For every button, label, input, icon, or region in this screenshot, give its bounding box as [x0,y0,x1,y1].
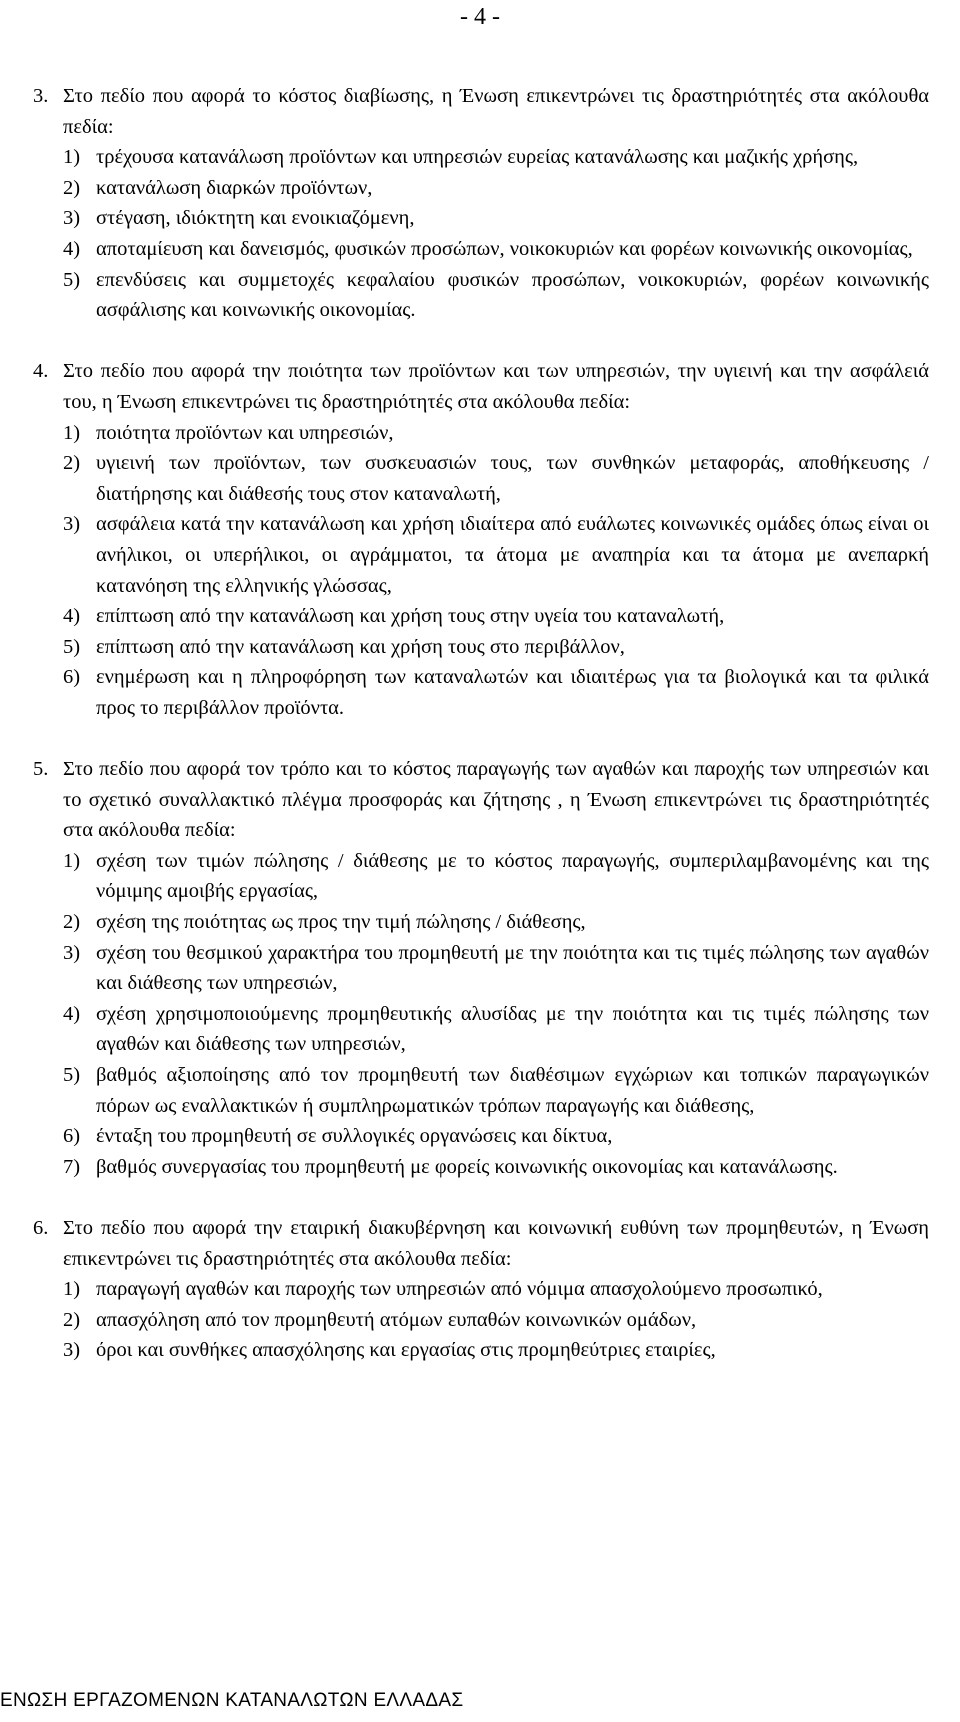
item-number: 3) [63,941,81,964]
item-text: επίπτωση από την κατανάλωση και χρήση τους στο περιβάλλον, [96,635,625,658]
item-text: σχέση της ποιότητας ως προς την τιμή πώλησης / διάθεσης, [96,911,586,934]
item-text: σχέση χρησιμοποιούμενης προμηθευτικής αλυσίδας με την ποιότητα και τις τιμές πώλησης των αγαθών και διάθεσης των υπηρεσιών, [96,1002,929,1056]
item-number: 5) [63,268,81,291]
item-text: σχέση των τιμών πώλησης / διάθεσης με το κόστος παραγωγής, συμπεριλαμβανομένης και της νόμιμης αμοιβής εργασίας, [96,849,929,903]
item-number: 5) [63,635,81,658]
item-number: 2) [63,911,81,934]
list-item [63,1335,929,1366]
item-text: βαθμός συνεργασίας του προμηθευτή με φορείς κοινωνικής οικονομίας και κατανάλωσης. [96,1155,838,1178]
item-text: σχέση του θεσμικού χαρακτήρα του προμηθευτή με την ποιότητα και τις τιμές πώλησης των αγαθών και διάθεσης των υπηρεσιών, [96,941,929,995]
document-body [33,81,929,1366]
list-item [63,601,929,632]
item-text: επενδύσεις και συμμετοχές κεφαλαίου φυσικών προσώπων, νοικοκυριών, φορέων κοινωνικής ασφάλισης και κοινωνικής οικονομίας. [96,268,929,322]
list-item [63,846,929,907]
list-item [63,203,929,234]
item-number: 7) [63,1155,81,1178]
section-number: 4. [33,360,49,383]
item-text: ενημέρωση και η πληροφόρηση των καταναλωτών και ιδιαιτέρως για τα βιολογικά και τα φιλικά προς το περιβάλλον προϊόντα. [96,666,929,719]
item-text: στέγαση, ιδιόκτητη και ενοικιαζόμενη, [96,207,415,230]
item-text: απασχόληση από τον προμηθευτή ατόμων ευπαθών κοινωνικών ομάδων, [96,1308,697,1331]
item-text: ποιότητα προϊόντων και υπηρεσιών, [96,421,394,444]
section-5 [33,754,929,1182]
list-item [63,662,929,723]
item-text: επίπτωση από την κατανάλωση και χρήση τους στην υγεία του καταναλωτή, [96,605,725,628]
item-text: τρέχουσα κατανάλωση προϊόντων και υπηρεσιών ευρείας κατανάλωσης και μαζικής χρήσης, [96,146,859,169]
item-number: 1) [63,849,81,872]
section-4 [33,356,929,723]
section-number: 6. [33,1216,49,1239]
section-intro: Στο πεδίο που αφορά την ποιότητα των προϊόντων και των υπηρεσιών, την υγιεινή και την ασφάλειά του, η Ένωση επικεντρώνει τις δραστηριότητές στα ακόλουθα πεδία: [63,360,929,413]
item-number: 2) [63,1308,81,1331]
section-intro: Στο πεδίο που αφορά το κόστος διαβίωσης, η Ένωση επικεντρώνει τις δραστηριότητές στα ακόλουθα πεδία: [63,85,929,138]
item-number: 6) [63,1125,81,1148]
list-item [63,1060,929,1121]
list-item [63,938,929,999]
list-item [63,1152,929,1183]
list-item [63,1305,929,1336]
section-number: 5. [33,758,49,781]
list-item [63,632,929,663]
list-item [63,999,929,1060]
item-number: 3) [63,1339,81,1362]
section-number: 3. [33,85,49,107]
section-6 [33,1213,929,1366]
section-intro: Στο πεδίο που αφορά τον τρόπο και το κόστος παραγωγής των αγαθών και παροχής των υπηρεσιών και το σχετικό συναλλακτικό πλέγμα προσφοράς και ζήτησης , η Ένωση επικεντρώνει τις δραστηριότητές στα ακόλουθα πεδία: [63,758,929,842]
item-text: ένταξη του προμηθευτή σε συλλογικές οργανώσεις και δίκτυα, [96,1125,613,1148]
section-intro: Στο πεδίο που αφορά την εταιρική διακυβέρνηση και κοινωνική ευθύνη των προμηθευτών, η Ένωση επικεντρώνει τις δραστηριότητές στα ακόλουθα πεδία: [63,1216,929,1270]
list-item [63,509,929,601]
section-3 [33,81,929,326]
list-item [63,173,929,204]
item-text: παραγωγή αγαθών και παροχής των υπηρεσιών από νόμιμα απασχολούμενο προσωπικό, [96,1278,823,1301]
item-number: 1) [63,146,81,169]
list-item [63,907,929,938]
item-number: 3) [63,513,81,536]
item-text: κατανάλωση διαρκών προϊόντων, [96,176,373,199]
list-item [63,418,929,449]
list-item [63,1274,929,1305]
item-number: 2) [63,176,81,199]
item-number: 1) [63,1278,81,1301]
item-text: όροι και συνθήκες απασχόλησης και εργασίας στις προμηθεύτριες εταιρίες, [96,1339,716,1362]
item-number: 3) [63,207,81,230]
item-text: υγιεινή των προϊόντων, των συσκευασιών τους, των συνθηκών μεταφοράς, αποθήκευσης / διατήρησης και διάθεσής τους στον καταναλωτή, [96,452,929,505]
list-item [63,1121,929,1152]
item-text: αποταμίευση και δανεισμός, φυσικών προσώπων, νοικοκυριών και φορέων κοινωνικής οικονομίας, [96,237,913,260]
list-item [63,234,929,265]
footer-organization: ΕΝΩΣΗ ΕΡΓΑΖΟΜΕΝΩΝ ΚΑΤΑΝΑΛΩΤΩΝ ΕΛΛΑΔΑΣ [0,1690,464,1711]
list-item [63,142,929,173]
item-number: 2) [63,452,81,475]
list-item [63,448,929,509]
item-text: βαθμός αξιοποίησης από τον προμηθευτή των διαθέσιμων εγχώριων και τοπικών παραγωγικών πόρων ως εναλλακτικών ή συμπληρωματικών τρόπων παραγωγής και διάθεσης, [96,1064,929,1117]
item-number: 5) [63,1064,81,1086]
list-item [63,265,929,326]
item-number: 4) [63,605,81,628]
item-number: 4) [63,1002,81,1025]
page-number: - 4 - [460,4,500,30]
item-number: 6) [63,666,81,689]
item-number: 4) [63,237,81,260]
item-number: 1) [63,421,81,444]
item-text: ασφάλεια κατά την κατανάλωση και χρήση ιδιαίτερα από ευάλωτες κοινωνικές ομάδες όπως είναι οι ανήλικοι, οι υπερήλικοι, οι αγράμματοι, τα άτομα με αναπηρία και τα άτομα με ανεπαρκή κατανόηση της ελληνικής γλώσσας, [96,513,929,597]
